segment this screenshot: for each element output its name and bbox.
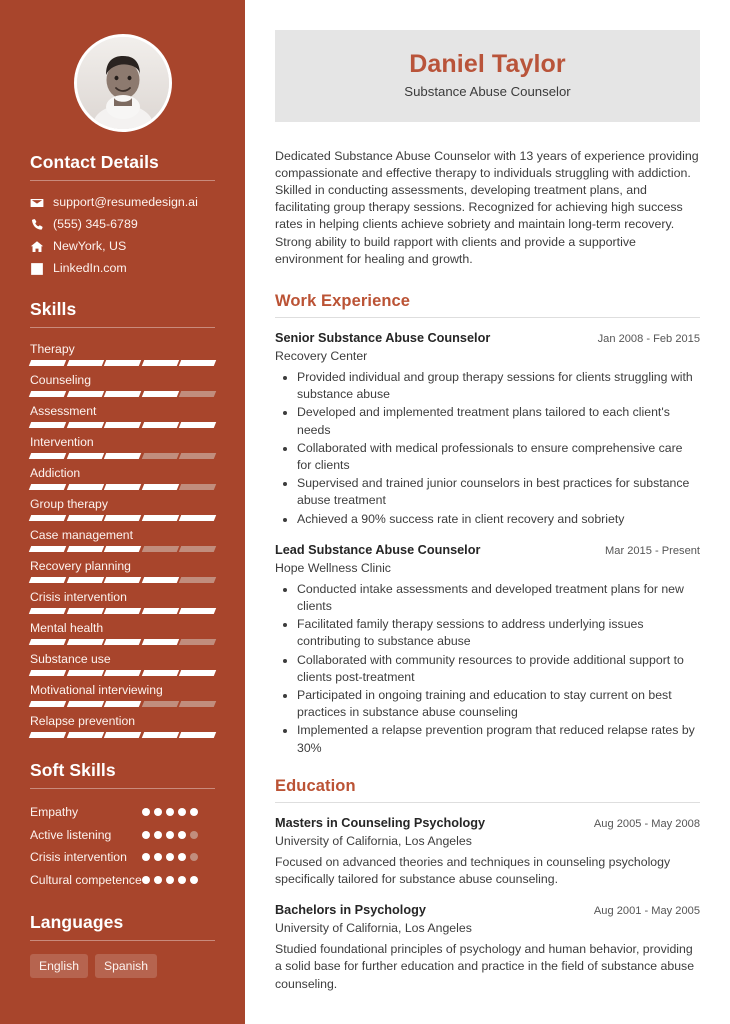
skill-label: Mental health — [30, 621, 104, 635]
skill-rating-bar — [30, 360, 215, 366]
skill-label: Relapse prevention — [30, 714, 136, 728]
rating-dot — [154, 876, 162, 884]
soft-skill-label: Active listening — [30, 827, 112, 842]
work-experience-section — [275, 292, 700, 757]
skill-rating-bar — [30, 515, 215, 521]
skill-bar-segment — [142, 608, 179, 614]
skill-label: Recovery planning — [30, 559, 131, 573]
rating-dot — [190, 876, 198, 884]
list-item: • Developed and implemented treatment plans tailored to each client's needs — [297, 404, 700, 438]
skill-bar-segment — [104, 546, 141, 552]
phone-icon — [30, 218, 44, 232]
rating-dot — [190, 831, 198, 839]
work-entry-date: Mar 2015 - Present — [605, 544, 700, 557]
divider — [30, 327, 215, 328]
skill-bar-segment — [104, 484, 141, 490]
skill-bar-segment — [66, 577, 103, 583]
soft-skill-rating-dots — [142, 825, 214, 839]
rating-dot — [142, 876, 150, 884]
skill-bar-segment — [142, 639, 179, 645]
skill-bar-segment — [179, 360, 216, 366]
rating-dot — [166, 853, 174, 861]
list-item: • Facilitated family therapy sessions to address underlying issues contributing to substance abuse — [297, 616, 700, 650]
avatar-container — [0, 0, 245, 152]
linkedin-icon — [30, 262, 44, 276]
work-entry — [275, 330, 700, 528]
work-entry-organization: Recovery Center — [275, 349, 368, 364]
contact-email-value: support@resumedesign.ai — [53, 195, 198, 209]
contact-phone-value: (555) 345-6789 — [53, 217, 138, 231]
skill-bar-segment — [66, 701, 103, 707]
skill-rating-bar — [30, 608, 215, 614]
skill-rating-bar — [30, 732, 215, 738]
language-chip[interactable]: English — [30, 954, 88, 978]
soft-skill-label: Cultural competence — [30, 872, 142, 887]
skill-item — [30, 558, 215, 583]
education-entry-date: Aug 2005 - May 2008 — [593, 817, 700, 830]
list-item: • Participated in ongoing training and education to stay current on best practices in substance abuse counseling — [297, 687, 700, 721]
skill-item — [30, 496, 215, 521]
soft-skill-item — [30, 847, 215, 868]
languages-list — [30, 954, 215, 978]
avatar — [74, 34, 172, 132]
skill-item — [30, 713, 215, 738]
contact-item-email[interactable] — [30, 194, 215, 211]
skill-bar-segment — [66, 639, 103, 645]
rating-dot — [178, 831, 186, 839]
skills-section — [30, 299, 215, 738]
divider — [275, 802, 700, 803]
rating-dot — [166, 876, 174, 884]
education-entry — [275, 902, 700, 993]
list-item: • Conducted intake assessments and developed treatment plans for new clients — [297, 581, 700, 615]
list-item: • Achieved a 90% success rate in client recovery and sobriety — [297, 511, 700, 528]
skill-bar-segment — [29, 670, 66, 676]
skill-bar-segment — [142, 422, 179, 428]
skill-rating-bar — [30, 701, 215, 707]
main-content — [245, 0, 730, 1024]
work-entry — [275, 542, 700, 757]
skill-rating-bar — [30, 546, 215, 552]
name-card — [275, 30, 700, 122]
education-entry-degree: Masters in Counseling Psychology — [275, 815, 486, 830]
skill-bar-segment — [104, 608, 141, 614]
work-entry-date: Jan 2008 - Feb 2015 — [597, 333, 700, 346]
skill-item — [30, 589, 215, 614]
page-title: Daniel Taylor — [409, 50, 566, 78]
languages-section — [30, 912, 215, 978]
skill-label: Addiction — [30, 466, 81, 480]
skill-bar-segment — [179, 453, 216, 459]
skill-label: Counseling — [30, 373, 91, 387]
education-entry-date: Aug 2001 - May 2005 — [593, 905, 700, 918]
contact-details-section — [30, 152, 215, 277]
skill-bar-segment — [179, 701, 216, 707]
list-item: • Collaborated with community resources to provide additional support to clients post-treatment — [297, 652, 700, 686]
skill-bar-segment — [29, 732, 66, 738]
skill-item — [30, 341, 215, 366]
skill-bar-segment — [142, 670, 179, 676]
job-title: Substance Abuse Counselor — [404, 83, 571, 99]
skill-bar-segment — [179, 732, 216, 738]
rating-dot — [178, 808, 186, 816]
list-item: • Provided individual and group therapy sessions for clients struggling with substance abuse — [297, 369, 700, 403]
skill-bar-segment — [179, 639, 216, 645]
skill-rating-bar — [30, 670, 215, 676]
rating-dot — [166, 808, 174, 816]
skill-rating-bar — [30, 453, 215, 459]
skill-bar-segment — [29, 391, 66, 397]
skills-heading: Skills — [30, 299, 77, 319]
email-icon — [30, 196, 44, 210]
skill-bar-segment — [104, 577, 141, 583]
work-entry-organization: Hope Wellness Clinic — [275, 560, 391, 575]
skill-label: Substance use — [30, 652, 111, 666]
skill-rating-bar — [30, 422, 215, 428]
work-entry-role: Senior Substance Abuse Counselor — [275, 331, 491, 346]
skill-bar-segment — [179, 484, 216, 490]
skill-bar-segment — [142, 391, 179, 397]
work-entry-header — [275, 330, 700, 348]
skill-item — [30, 682, 215, 707]
education-entry — [275, 815, 700, 888]
skill-bar-segment — [179, 515, 216, 521]
education-heading: Education — [275, 776, 356, 795]
skill-bar-segment — [29, 515, 66, 521]
contact-item-linkedin[interactable] — [30, 260, 215, 277]
skill-bar-segment — [142, 360, 179, 366]
education-section — [275, 777, 700, 993]
contact-list — [30, 194, 215, 277]
rating-dot — [190, 853, 198, 861]
skill-item — [30, 372, 215, 397]
skill-bar-segment — [179, 391, 216, 397]
professional-summary: Dedicated Substance Abuse Counselor with 13 years of experience providing compassionate and effective therapy to individuals struggling with addiction. Skilled in conducting assessments, developing treatment plans, and facilitating group therapy sessions. Recognized for achieving high success rates in helping clients achieve sobriety and maintain long-term recovery. Strong ability to build rapport with clients and provide a supportive environment for healing and growth. — [275, 148, 699, 266]
skill-bar-segment — [29, 701, 66, 707]
rating-dot — [142, 808, 150, 816]
rating-dot — [154, 831, 162, 839]
skill-bar-segment — [29, 422, 66, 428]
divider — [30, 180, 215, 181]
skill-bar-segment — [104, 422, 141, 428]
education-entry-school: University of California, Los Angeles — [275, 921, 472, 936]
rating-dot — [166, 831, 174, 839]
work-entry-header — [275, 542, 700, 560]
work-experience-heading: Work Experience — [275, 292, 411, 311]
education-entry-degree: Bachelors in Psychology — [275, 903, 426, 918]
skill-label: Group therapy — [30, 497, 108, 511]
soft-skill-label: Crisis intervention — [30, 850, 127, 864]
skill-bar-segment — [66, 608, 103, 614]
rating-dot — [190, 808, 198, 816]
skill-bar-segment — [104, 515, 141, 521]
contact-location-value: NewYork, US — [53, 239, 127, 253]
skill-bar-segment — [179, 670, 216, 676]
profile-photo-icon — [77, 37, 169, 129]
skill-bar-segment — [179, 422, 216, 428]
rating-dot — [142, 853, 150, 861]
skill-item — [30, 403, 215, 428]
skill-bar-segment — [142, 484, 179, 490]
divider — [30, 788, 215, 789]
skill-bar-segment — [29, 546, 66, 552]
skill-rating-bar — [30, 577, 215, 583]
skill-bar-segment — [29, 360, 66, 366]
skill-bar-segment — [142, 546, 179, 552]
soft-skill-label: Empathy — [30, 805, 79, 819]
skill-bar-segment — [29, 577, 66, 583]
skill-bar-segment — [104, 391, 141, 397]
skill-label: Case management — [30, 528, 133, 542]
contact-details-heading: Contact Details — [30, 152, 159, 172]
skills-list — [30, 341, 215, 738]
skill-bar-segment — [142, 515, 179, 521]
skill-bar-segment — [104, 453, 141, 459]
skill-bar-segment — [66, 391, 103, 397]
soft-skills-heading: Soft Skills — [30, 760, 116, 780]
soft-skill-item — [30, 802, 215, 823]
work-entry-bullets — [275, 369, 700, 528]
divider — [275, 317, 700, 318]
rating-dot — [154, 808, 162, 816]
list-item: • Collaborated with medical professionals to ensure comprehensive care for clients — [297, 440, 700, 474]
skill-item — [30, 465, 215, 490]
divider — [30, 940, 215, 941]
soft-skill-item — [30, 870, 215, 891]
skill-bar-segment — [179, 546, 216, 552]
skill-rating-bar — [30, 484, 215, 490]
sidebar — [0, 0, 245, 1024]
skill-bar-segment — [142, 453, 179, 459]
skill-bar-segment — [66, 546, 103, 552]
skill-bar-segment — [104, 670, 141, 676]
skill-bar-segment — [142, 701, 179, 707]
education-entries — [275, 815, 700, 993]
skill-item — [30, 434, 215, 459]
skill-bar-segment — [104, 639, 141, 645]
skill-bar-segment — [179, 608, 216, 614]
list-item: • Supervised and trained junior counselors in best practices for substance abuse treatment — [297, 475, 700, 509]
education-entry-school: University of California, Los Angeles — [275, 833, 472, 848]
languages-heading: Languages — [30, 912, 124, 932]
skill-bar-segment — [104, 732, 141, 738]
skill-bar-segment — [66, 422, 103, 428]
rating-dot — [154, 853, 162, 861]
skill-bar-segment — [66, 515, 103, 521]
soft-skills-section — [30, 760, 215, 890]
skill-bar-segment — [104, 360, 141, 366]
skill-bar-segment — [66, 484, 103, 490]
skill-label: Therapy — [30, 342, 75, 356]
education-entry-header — [275, 902, 700, 920]
soft-skill-rating-dots — [142, 870, 214, 884]
skill-rating-bar — [30, 391, 215, 397]
skill-item — [30, 651, 215, 676]
work-entry-bullets — [275, 581, 700, 757]
soft-skill-rating-dots — [142, 847, 214, 861]
skill-rating-bar — [30, 639, 215, 645]
skill-bar-segment — [104, 701, 141, 707]
education-entry-header — [275, 815, 700, 833]
skill-label: Crisis intervention — [30, 590, 127, 604]
skill-bar-segment — [66, 732, 103, 738]
skill-label: Motivational interviewing — [30, 683, 163, 697]
skill-item — [30, 620, 215, 645]
skill-bar-segment — [142, 732, 179, 738]
skill-bar-segment — [66, 670, 103, 676]
skill-bar-segment — [66, 453, 103, 459]
skill-bar-segment — [29, 484, 66, 490]
rating-dot — [142, 831, 150, 839]
education-entry-description: Focused on advanced theories and techniques in counseling psychology specifically tailored for substance abuse counseling. — [275, 854, 671, 887]
skill-label: Intervention — [30, 435, 94, 449]
skill-bar-segment — [29, 608, 66, 614]
skill-bar-segment — [142, 577, 179, 583]
skill-bar-segment — [29, 453, 66, 459]
soft-skills-list — [30, 802, 215, 890]
contact-item-location[interactable] — [30, 238, 215, 255]
education-entry-description: Studied foundational principles of psychology and human behavior, providing a solid base for further education and practice in the field of substance abuse counseling. — [275, 942, 695, 991]
work-entry-role: Lead Substance Abuse Counselor — [275, 542, 481, 557]
contact-item-phone[interactable] — [30, 216, 215, 233]
skill-bar-segment — [66, 360, 103, 366]
skill-bar-segment — [29, 639, 66, 645]
soft-skill-item — [30, 825, 215, 846]
language-chip[interactable]: Spanish — [95, 954, 157, 978]
home-icon — [30, 240, 44, 254]
skill-label: Assessment — [30, 404, 97, 418]
rating-dot — [178, 876, 186, 884]
contact-linkedin-value: LinkedIn.com — [53, 261, 127, 275]
list-item: • Implemented a relapse prevention program that reduced relapse rates by 30% — [297, 722, 700, 756]
rating-dot — [178, 853, 186, 861]
skill-bar-segment — [179, 577, 216, 583]
skill-item — [30, 527, 215, 552]
soft-skill-rating-dots — [142, 802, 214, 816]
work-entries — [275, 330, 700, 757]
